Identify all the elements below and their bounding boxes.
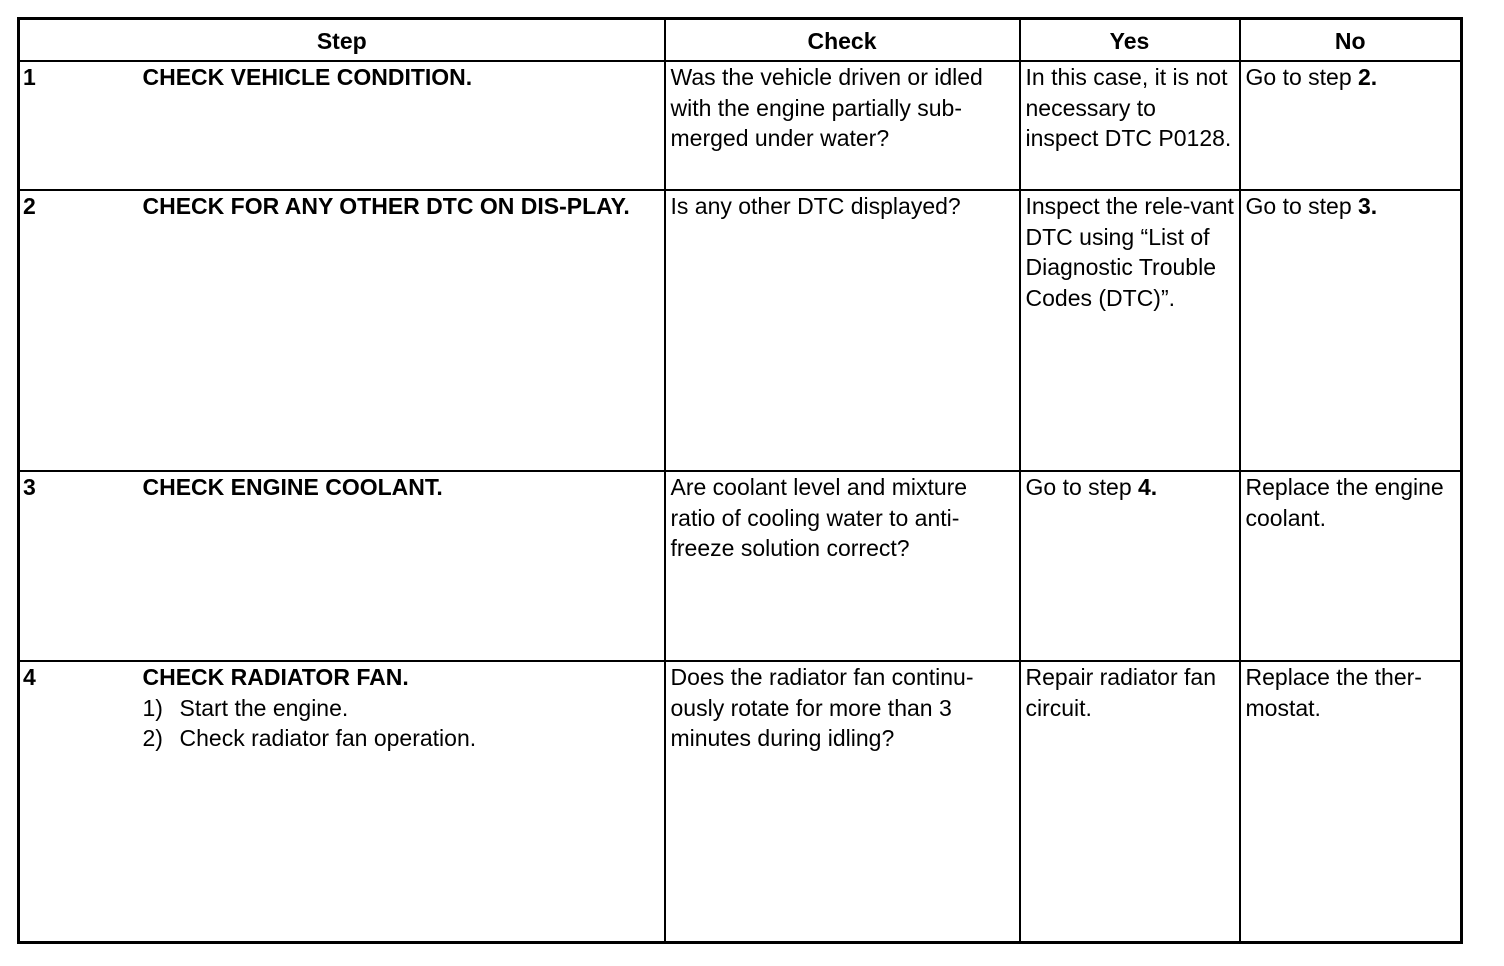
check-cell: Is any other DTC displayed? — [665, 190, 1020, 471]
substep-item — [143, 693, 660, 724]
yes-step-ref: 4. — [1138, 474, 1158, 500]
step-number: 2 — [19, 190, 143, 471]
no-action-text: Go to step — [1245, 64, 1359, 90]
yes-cell: Inspect the rele-vant DTC using “List of Diagnostic Trouble Codes (DTC)”. — [1020, 190, 1240, 471]
substep-text: Check radiator fan operation. — [179, 725, 477, 751]
yes-cell — [1020, 471, 1240, 661]
header-check: Check — [665, 19, 1020, 62]
table-row — [19, 61, 1462, 190]
step-number: 1 — [19, 61, 143, 190]
no-cell — [1240, 61, 1462, 190]
no-cell: Replace the ther-mostat. — [1240, 661, 1462, 943]
step-cell — [143, 190, 665, 471]
table-row — [19, 190, 1462, 471]
diagnostic-procedure-table — [17, 17, 1463, 944]
yes-cell: Repair radiator fan circuit. — [1020, 661, 1240, 943]
substep-number: 2) — [142, 725, 163, 751]
substep-item — [143, 723, 660, 754]
table-row — [19, 471, 1462, 661]
header-no: No — [1240, 19, 1462, 62]
step-number: 4 — [19, 661, 143, 943]
step-cell — [143, 661, 665, 943]
no-step-ref: 3. — [1358, 193, 1378, 219]
step-title: CHECK FOR ANY OTHER DTC ON DIS-PLAY. — [142, 193, 630, 219]
check-cell: Are coolant level and mixture ratio of cooling water to anti-freeze solution correct? — [665, 471, 1020, 661]
step-title: CHECK RADIATOR FAN. — [142, 664, 409, 690]
no-cell: Replace the engine coolant. — [1240, 471, 1462, 661]
header-yes: Yes — [1020, 19, 1240, 62]
table-row — [19, 661, 1462, 943]
no-cell — [1240, 190, 1462, 471]
substep-number: 1) — [142, 694, 163, 721]
check-cell: Does the radiator fan continu-ously rotate for more than 3 minutes during idling? — [665, 661, 1020, 943]
step-cell — [143, 61, 665, 190]
header-row — [19, 19, 1462, 62]
step-cell — [143, 471, 665, 661]
check-cell: Was the vehicle driven or idled with the engine partially sub-merged under water? — [665, 61, 1020, 190]
header-step: Step — [19, 19, 665, 62]
step-title: CHECK VEHICLE CONDITION. — [142, 64, 473, 90]
no-step-ref: 2. — [1358, 64, 1378, 90]
step-number: 3 — [19, 471, 143, 661]
substep-text: Start the engine. — [179, 694, 349, 721]
no-action-text: Go to step — [1245, 193, 1359, 219]
yes-action-text: Go to step — [1025, 474, 1139, 500]
yes-cell: In this case, it is not necessary to inspect DTC P0128. — [1020, 61, 1240, 190]
step-title: CHECK ENGINE COOLANT. — [142, 474, 443, 500]
